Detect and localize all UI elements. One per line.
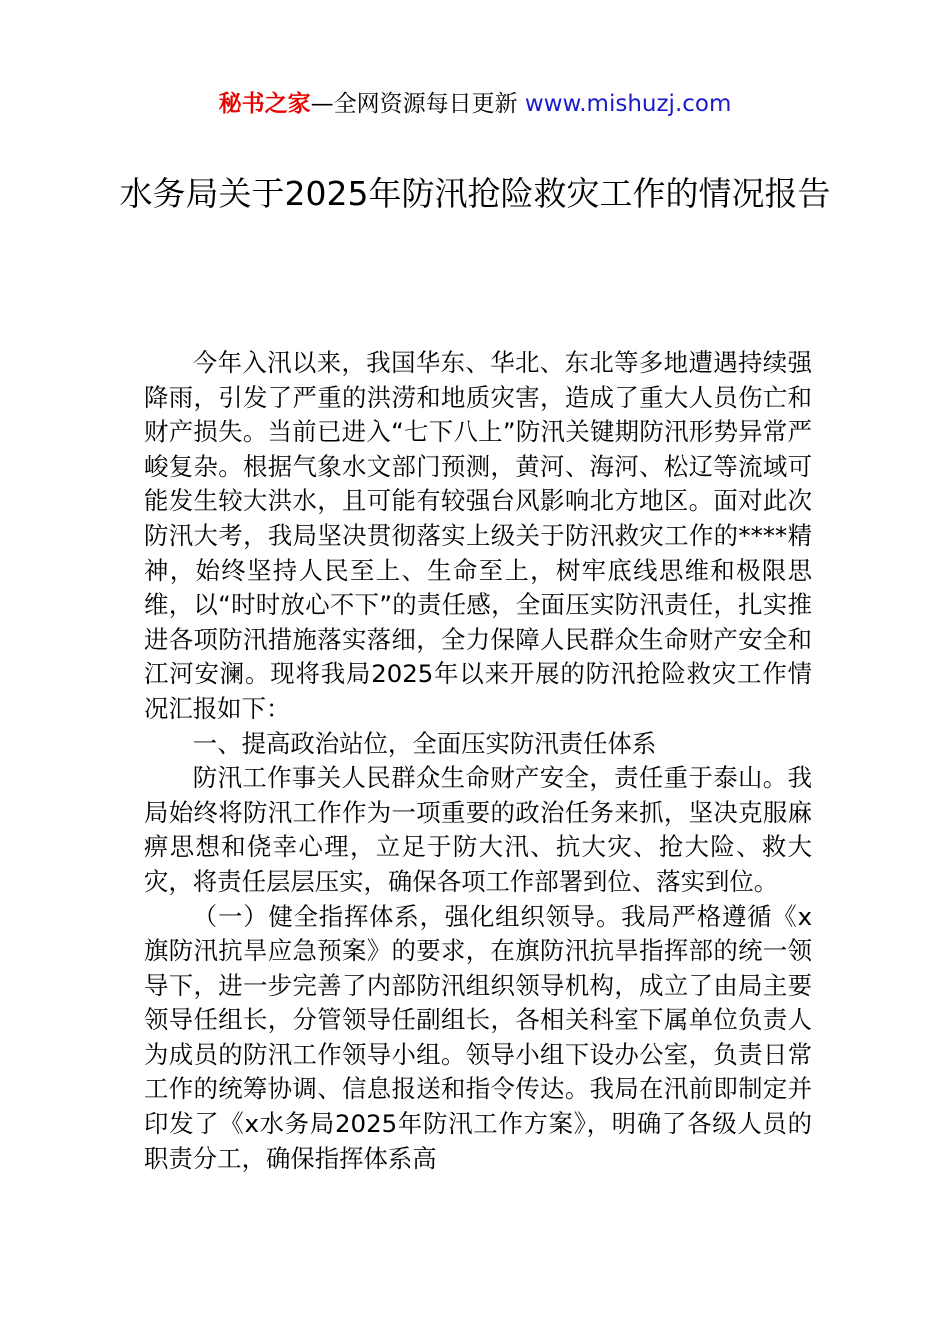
site-tagline: —全网资源每日更新: [310, 91, 525, 117]
site-url-link[interactable]: www.mishuzj.com: [524, 91, 732, 117]
paragraph-intro: 今年入汛以来，我国华东、华北、东北等多地遭遇持续强降雨，引发了严重的洪涝和地质灾害，造成了重大人员伤亡和财产损失。当前已进入“七下八上”防汛关键期防汛形势异常严峻复杂。根据气象水文部门预测，黄河、海河、松辽等流域可能发生较大洪水，且可能有较强台风影响北方地区。面对此次防汛大考，我局坚决贯彻落实上级关于防汛救灾工作的****精神，始终坚持人民至上、生命至上，树牢底线思维和极限思维，以“时时放心不下”的责任感，全面压实防汛责任，扎实推进各项防汛措施落实落细，全力保障人民群众生命财产安全和江河安澜。现将我局2025年以来开展的防汛抢险救灾工作情况汇报如下：: [144, 348, 812, 723]
document-title: 水务局关于2025年防汛抢险救灾工作的情况报告: [119, 174, 831, 213]
site-name: 秘书之家: [218, 91, 311, 117]
site-header: [0, 86, 950, 122]
paragraph-section-1: 防汛工作事关人民群众生命财产安全，责任重于泰山。我局始终将防汛工作作为一项重要的政治任务来抓，坚决克服麻痹思想和侥幸心理，立足于防大汛、抗大灾、抢大险、救大灾，将责任层层压实，确保各项工作部署到位、落实到位。: [144, 763, 812, 896]
document-body: [144, 346, 812, 1176]
paragraph-subsection-1: （一）健全指挥体系，强化组织领导。我局严格遵循《x旗防汛抗旱应急预案》的要求，在旗防汛抗旱指挥部的统一领导下，进一步完善了内部防汛组织领导机构，成立了由局主要领导任组长，分管领导任副组长，各相关科室下属单位负责人为成员的防汛工作领导小组。领导小组下设办公室，负责日常工作的统筹协调、信息报送和指令传达。我局在汛前即制定并印发了《x水务局2025年防汛工作方案》，明确了各级人员的职责分工，确保指挥体系高: [144, 901, 812, 1173]
section-heading-1: 一、提高政治站位，全面压实防汛责任体系: [192, 728, 657, 758]
